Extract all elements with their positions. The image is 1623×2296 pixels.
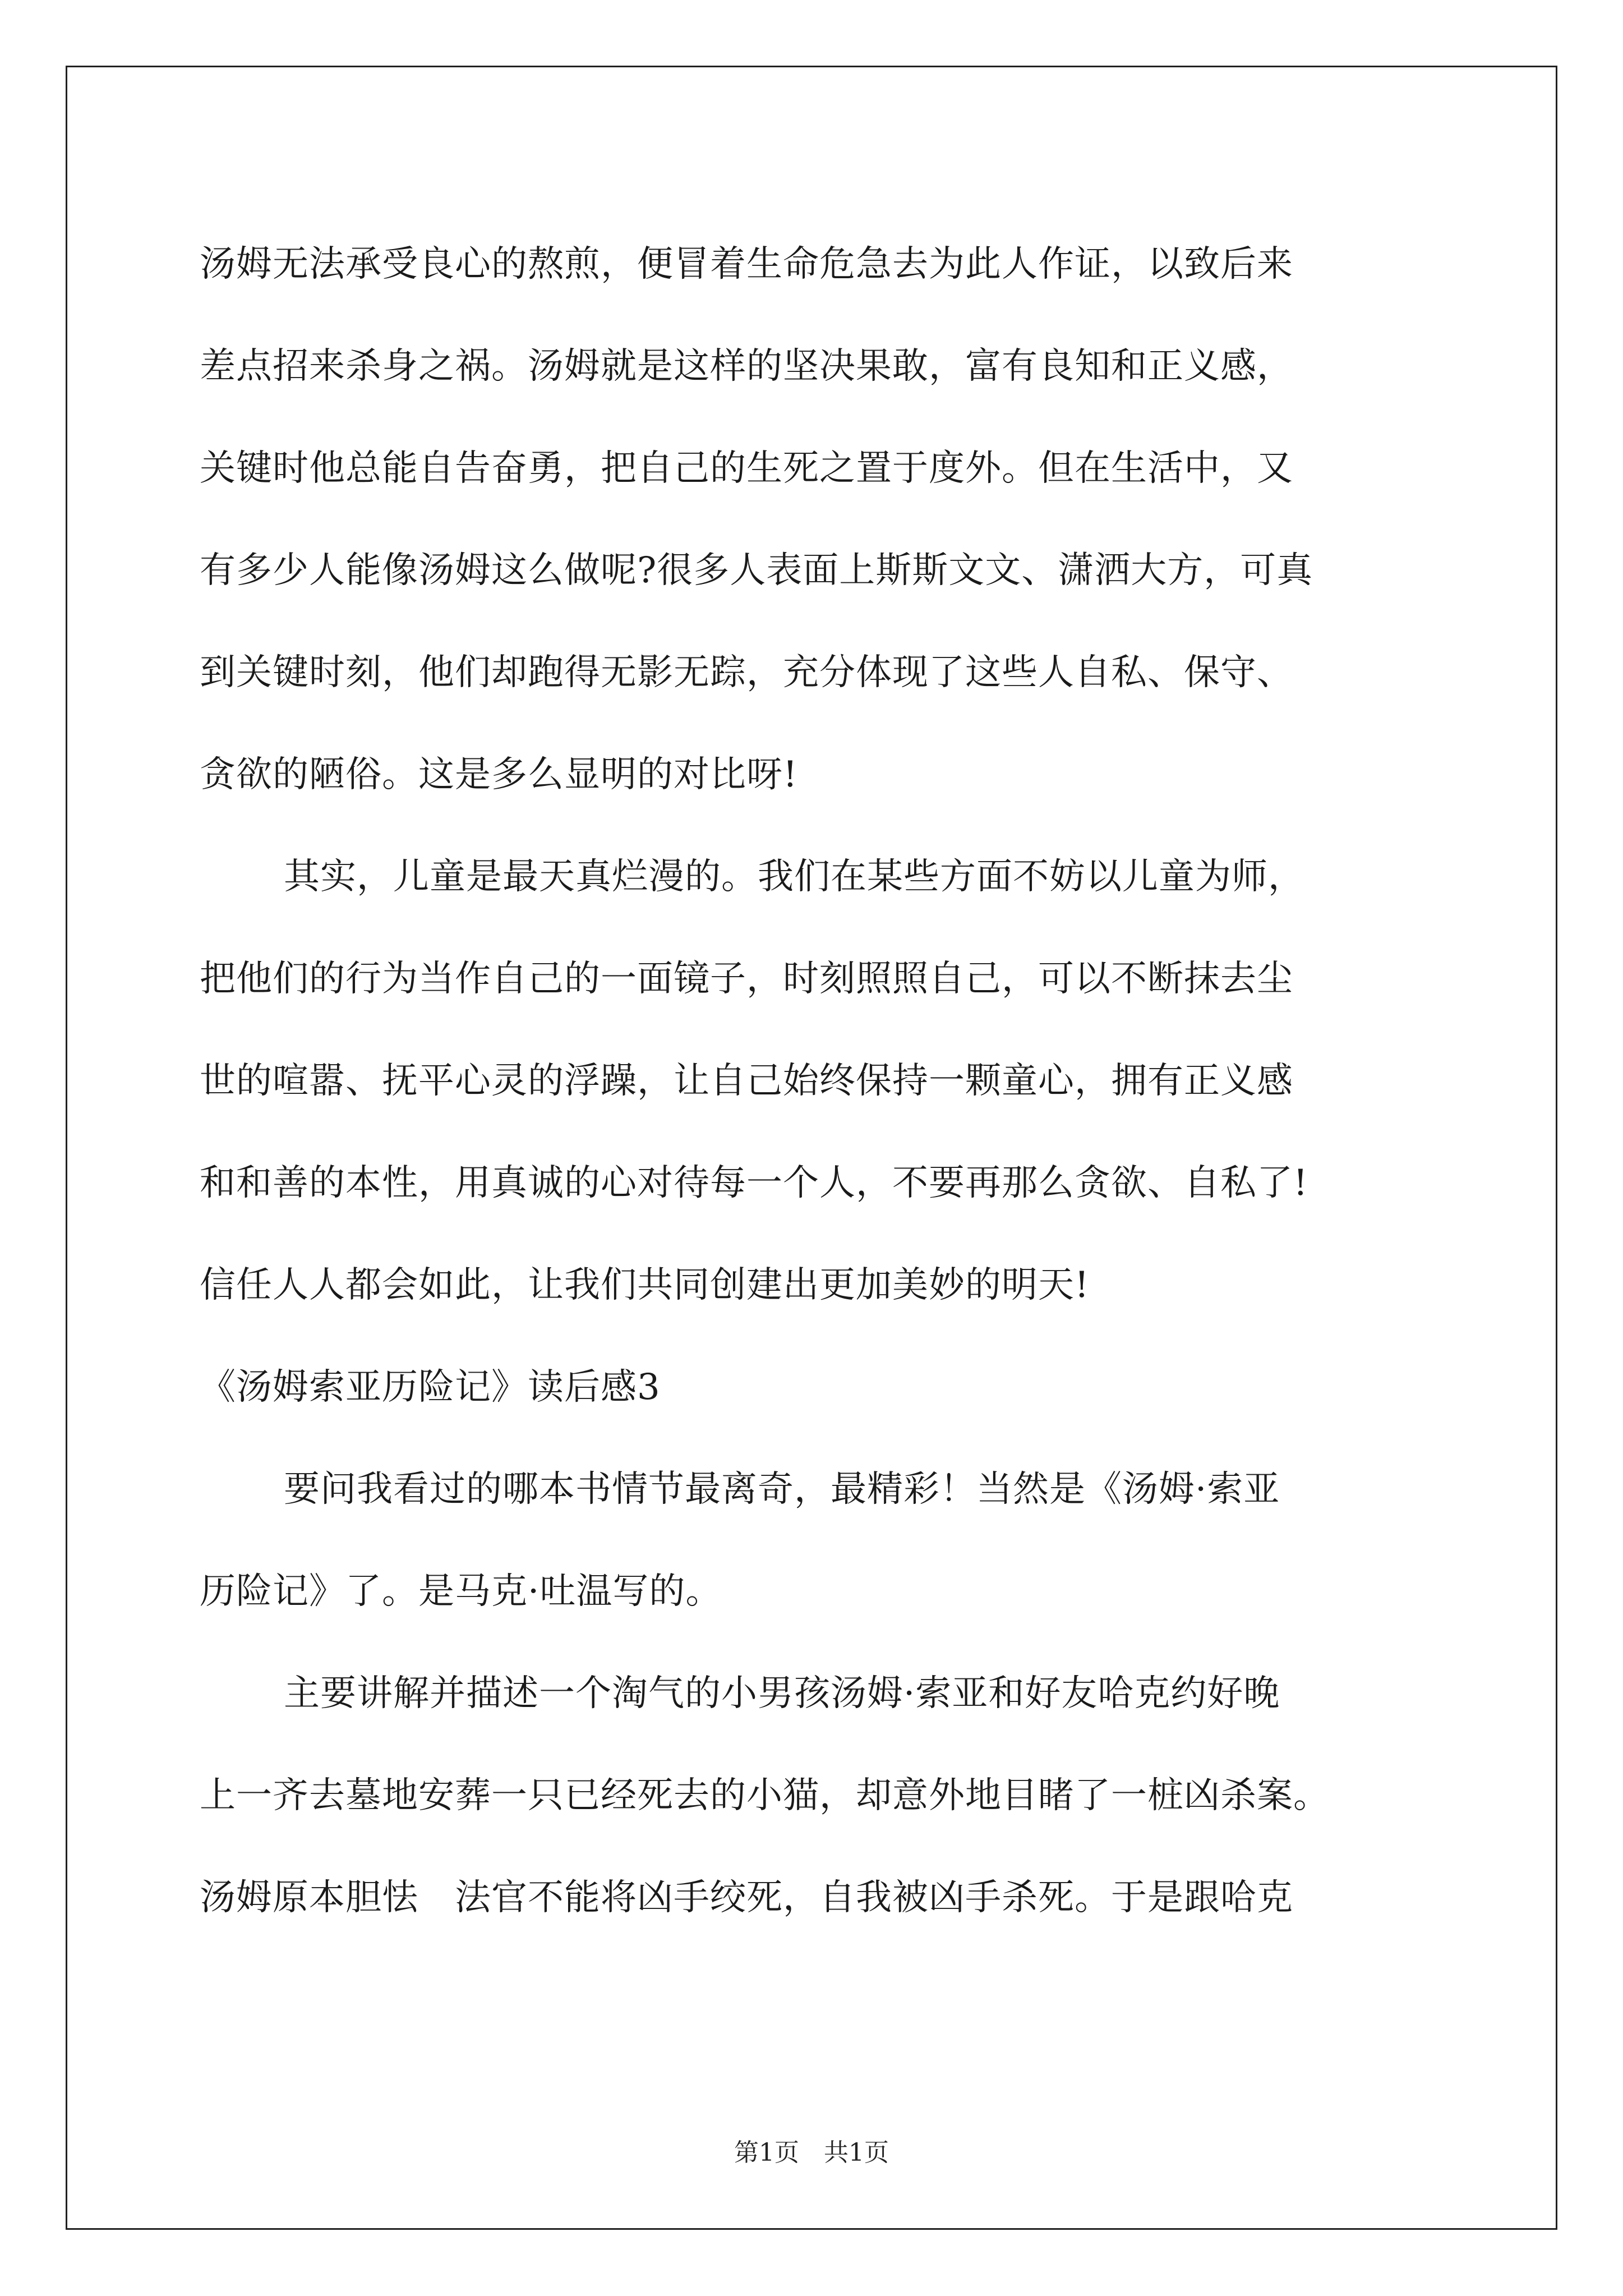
text-line-2: 差点招来杀身之祸。汤姆就是这样的坚决果敢，富有良知和正义感， [200,346,1293,387]
text-line-6: 贪欲的陋俗。这是多么显明的对比呀! [200,754,798,795]
page-number-footer: 第1页 共1页 [734,2138,889,2167]
text-line-7: 其实，儿童是最天真烂漫的。我们在某些方面不妨以儿童为师， [284,856,1304,898]
text-line-3: 关键时他总能自告奋勇，把自己的生死之置于度外。但在生活中，又 [200,448,1293,489]
text-line-1: 汤姆无法承受良心的熬煎，便冒着生命危急去为此人作证，以致后来 [200,243,1293,285]
text-line-13: 要问我看过的哪本书情节最离奇，最精彩！当然是《汤姆·索亚 [284,1469,1280,1510]
text-line-17: 汤姆原本胆怯 法官不能将凶手绞死，自我被凶手杀死。于是跟哈克 [200,1877,1293,1918]
text-line-10: 和和善的本性，用真诚的心对待每一个人，不要再那么贪欲、自私了! [200,1162,1308,1204]
document-body [200,213,1456,1949]
text-line-14: 历险记》了。是马克·吐温写的。 [200,1571,722,1612]
section-heading: 《汤姆索亚历险记》读后感3 [200,1366,661,1408]
text-line-8: 把他们的行为当作自己的一面镜子，时刻照照自己，可以不断抹去尘 [200,958,1293,1000]
text-line-11: 信任人人都会如此，让我们共同创建出更加美妙的明天! [200,1264,1090,1306]
text-line-15: 主要讲解并描述一个淘气的小男孩汤姆·索亚和好友哈克约好晚 [284,1673,1280,1714]
text-line-4: 有多少人能像汤姆这么做呢?很多人表面上斯斯文文、潇洒大方，可真 [200,550,1313,591]
text-line-16: 上一齐去墓地安葬一只已经死去的小猫，却意外地目睹了一桩凶杀案。 [200,1775,1330,1816]
text-line-9: 世的喧嚣、抚平心灵的浮躁，让自己始终保持一颗童心，拥有正义感 [200,1060,1293,1102]
text-line-5: 到关键时刻，他们却跑得无影无踪，充分体现了这些人自私、保守、 [200,652,1293,693]
